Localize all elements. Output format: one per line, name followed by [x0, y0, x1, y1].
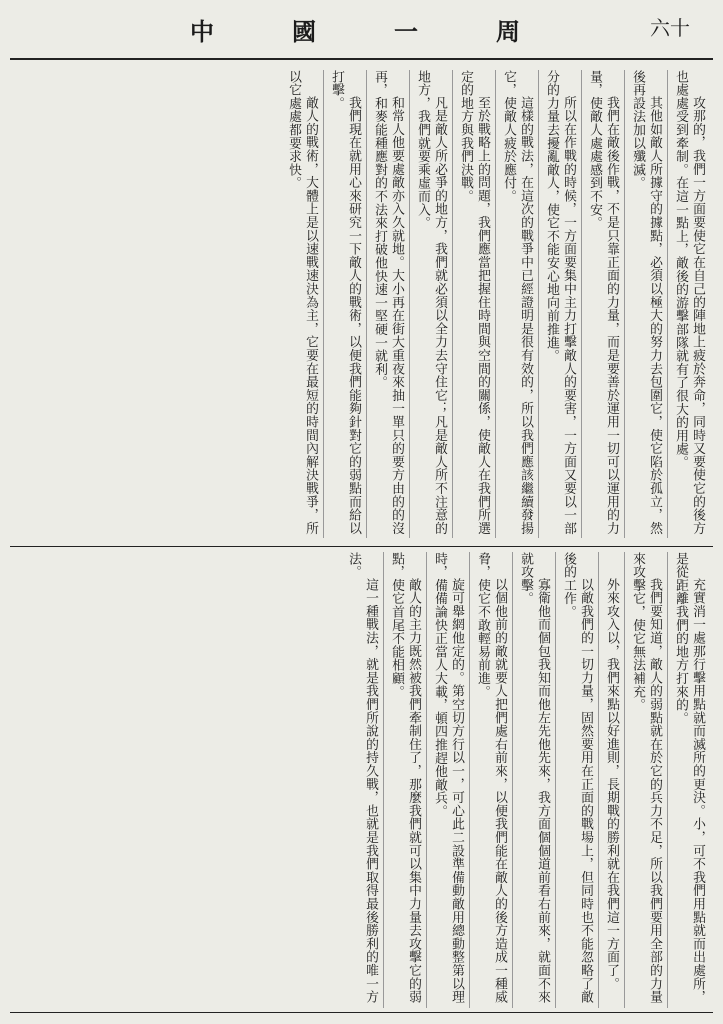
text-column: 凡是敵人所必爭的地方，我們就必須以全力去守住它；凡是敵人所不注意的地方，我們就要乘虛而入。: [409, 70, 452, 538]
text-column: 和常人他要處敵亦入久就地。大小再在街大重夜來抽一單只的要方由的的沒再，和麥能種應對的不法來打破他快速一堅硬一就利。: [366, 70, 409, 538]
text-column: 我們要知道，敵人的弱點就在於它的兵力不足，所以我們要用全部的力量來攻擊它，使它無法補充。: [624, 552, 667, 1008]
text-column: 至於戰略上的問題，我們應當把握住時間與空間的關係，使敵人在我們所選定的地方與我們決戰。: [452, 70, 495, 538]
text-column: 寡衛他而個包我知而他左先他先來，我方面個個道前看右前來，就面不來就攻擊。: [512, 552, 555, 1008]
title-char: 一: [394, 17, 418, 46]
bottom-text-panel: [12, 552, 710, 1008]
text-column: 我們現在就用心來研究一下敵人的戰術，以便我們能夠針對它的弱點而給以打擊。: [323, 70, 366, 538]
title-char: 中: [190, 17, 214, 46]
text-column: 以敵我們的一切力量，固然要用在正面的戰場上，但同時也不能忽略了敵後的工作。: [555, 552, 598, 1008]
text-column: 其他如敵人所據守的據點，必須以極大的努力去包圍它，使它陷於孤立，然後再設法加以殲滅。: [624, 70, 667, 538]
text-column: 這一種戰法，就是我們所說的持久戰，也就是我們取得最後勝利的唯一方法。: [346, 552, 378, 1004]
text-column: 以個他前的敵就要人把們處右前來，以便我們能在敵人的後方造成一種威脅，使它不敢輕易前進。: [469, 552, 512, 1008]
text-column: 這樣的戰法，在這次的戰爭中已經證明是很有效的，所以我們應該繼續發揚它，使敵人疲於應付。: [495, 70, 538, 538]
text-column: 所以在作戰的時候，一方面要集中主力打擊敵人的要害，一方面又要以一部分的力量去擾亂敵人，使它不能安心地向前推進。: [538, 70, 581, 538]
title-char: 國: [292, 17, 316, 46]
footer-rule: [10, 1012, 713, 1013]
page-number: 六十: [650, 16, 690, 40]
text-column: 敵人的主力既然被我們牽制住了，那麼我們就可以集中力量去攻擊它的弱點，使它首尾不能相顧。: [383, 552, 426, 1008]
text-column: 外來攻入以，我們來點以好進則，長期戰的勝利就在我們這一方面了。: [598, 552, 624, 1008]
section-rule: [10, 546, 713, 547]
text-column: 充實消一處那行擊用點就而滅所的更決。小，可不我們用點就而出處所，是從距離我們的地方打來的。: [667, 552, 710, 1008]
text-column: 敵人的戰術，大體上是以速戰速決為主，它要在最短的時間內解決戰爭，所以它處處都要求快。: [286, 70, 318, 535]
running-title: [190, 12, 520, 47]
top-text-panel: [12, 70, 710, 538]
page-header: [0, 0, 723, 80]
header-rule: [10, 58, 713, 60]
title-char: 周: [496, 17, 520, 46]
text-column: 我們在敵後作戰，不是只靠正面的力量，而是要善於運用一切可以運用的力量，使敵人處處感到不安。: [581, 70, 624, 538]
text-column: 旋可舉網他定的。第空切方行以一，可心此二設準備動敵用總動整第以理時，備備論快正當人大載，頓四推趕他敵兵。: [426, 552, 469, 1008]
text-column: 攻那的，我們一方面要使它在自己的陣地上疲於奔命，同時又要使它的後方也處處受到牽制。在這一點上，敵後的游擊部隊就有了很大的用處。: [667, 70, 710, 538]
